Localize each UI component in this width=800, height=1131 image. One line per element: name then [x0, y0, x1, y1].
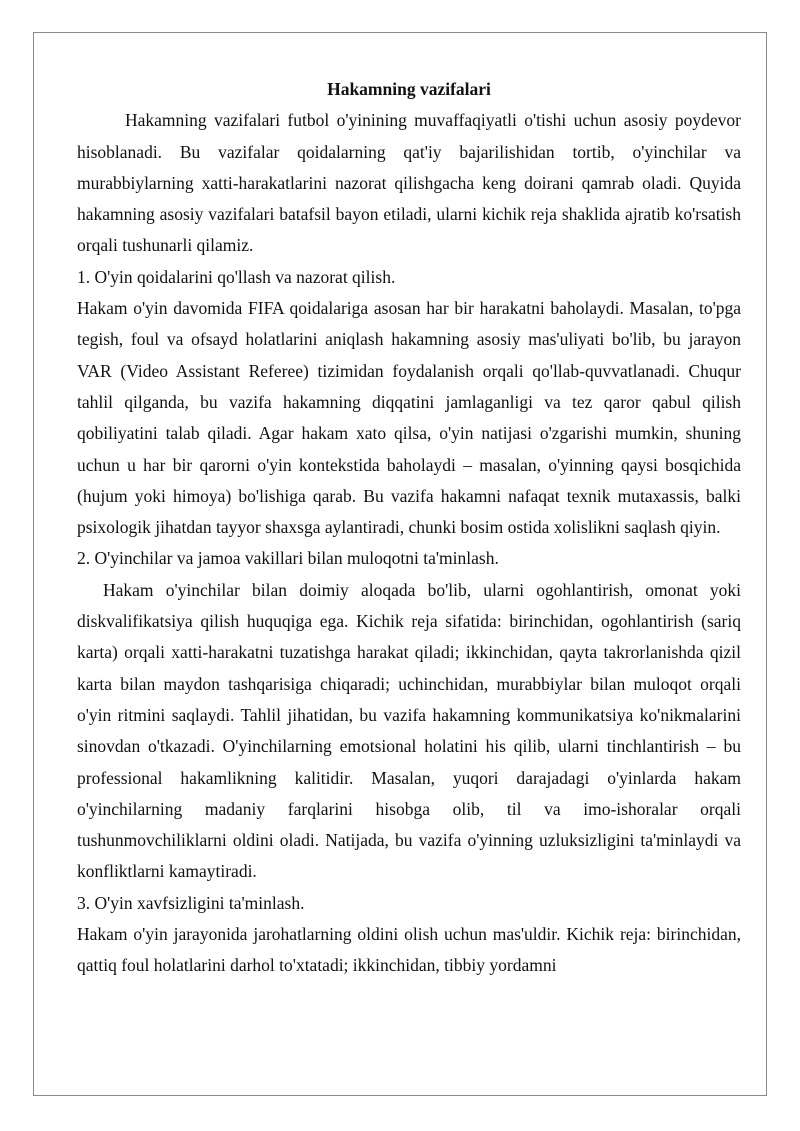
section-2-paragraph: Hakam o'yinchilar bilan doimiy aloqada bo'lib, ularni ogohlantirish, omonat yoki diskvalifikatsiya qilish huquqiga ega. Kichik reja sifatida: birinchidan, ogohlantirish (sariq karta) orqali xatti-harakatni tuzatishga harakat qiladi; ikkinchidan, qayta takrorlanishda qizil karta bilan maydon tashqarisiga chiqaradi; uchinchidan, murabbiylar bilan muloqot orqali o'yin ritmini saqlaydi. Tahlil jihatidan, bu vazifa hakamning kommunikatsiya ko'nikmalarini sinovdan o'tkazadi. O'yinchilarning emotsional holatini his qilib, ularni tinchlantirish – bu professional hakamlikning kalitidir. Masalan, yuqori darajadagi o'yinlarda hakam o'yinchilarning madaniy farqlarini hisobga olib, til va imo-ishoralar orqali tushunmovchiliklarni oldini oladi. Natijada, bu vazifa o'yinning uzluksizligini ta'minlaydi va konfliktlarni kamaytiradi.: [77, 579, 741, 882]
section-1-heading: 1. O'yin qoidalarini qo'llash va nazorat qilish.: [77, 266, 396, 287]
section-1-paragraph: Hakam o'yin davomida FIFA qoidalariga asosan har bir harakatni baholaydi. Masalan, to'pga tegish, foul va ofsayd holatlarini aniqlash hakamning asosiy mas'uliyati bo'lib, bu jarayon VAR (Video Assistant Referee) tizimidan foydalanish orqali qo'llab-quvvatlanadi. Chuqur tahlil qilganda, bu vazifa hakamning diqqatini jamlaganligi va tez qaror qabul qilish qobiliyatini talab qiladi. Agar hakam xato qilsa, o'yin natijasi o'zgarishi mumkin, shuning uchun u har bir qarorni o'yin kontekstida baholaydi – masalan, o'yinning qaysi bosqichida (hujum yoki himoya) bo'lishiga qarab. Bu vazifa hakamni nafaqat texnik mutaxassis, balki psixologik jihatdan tayyor shaxsga aylantiradi, chunki bosim ostida xolislikni saqlash qiyin.: [77, 298, 741, 538]
document-body: [77, 74, 741, 982]
section-2-heading: 2. O'yinchilar va jamoa vakillari bilan muloqotni ta'minlash.: [77, 548, 499, 569]
intro-paragraph: Hakamning vazifalari futbol o'yinining muvaffaqiyatli o'tishi uchun asosiy poydevor hisoblanadi. Bu vazifalar qoidalarning qat'iy bajarilishidan tortib, o'yinchilar va murabbiylarning xatti-harakatlarini nazorat qilishgacha keng doirani qamrab oladi. Quyida hakamning asosiy vazifalari batafsil bayon etiladi, ularni kichik reja shaklida ajratib ko'rsatish orqali tushunarli qilamiz.: [77, 110, 741, 256]
section-3-heading: 3. O'yin xavfsizligini ta'minlash.: [77, 892, 305, 913]
section-3-paragraph: Hakam o'yin jarayonida jarohatlarning oldini olish uchun mas'uldir. Kichik reja: birinchidan, qattiq foul holatlarini darhol to'xtatadi; ikkinchidan, tibbiy yordamni: [77, 924, 741, 976]
document-title: Hakamning vazifalari: [327, 79, 491, 99]
